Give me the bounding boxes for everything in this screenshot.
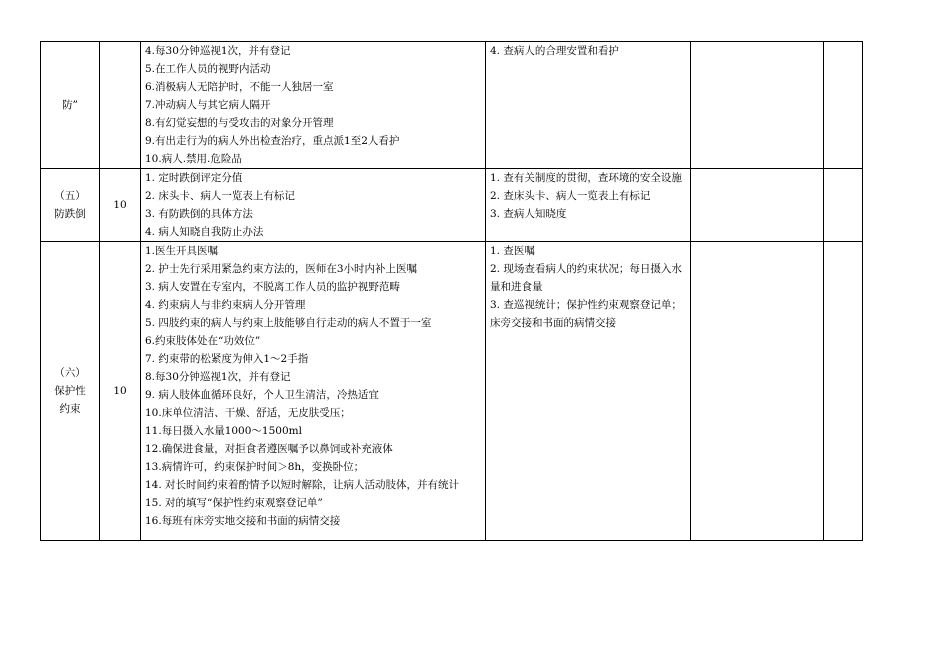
category-label: （五） xyxy=(54,190,86,202)
standard-item: 9.有出走行为的病人外出检查治疗，重点派1至2人看护 xyxy=(145,135,400,147)
method-item: 3. 查病人知晓度 xyxy=(490,208,567,220)
empty-cell xyxy=(824,242,863,541)
standard-item: 3. 有防跌倒的具体方法 xyxy=(145,208,253,220)
methods-cell xyxy=(486,242,691,541)
standard-item: 11.每日摄入水量1000～1500ml xyxy=(145,425,302,437)
category-label: 保护性 xyxy=(54,385,86,397)
standard-item: 4. 病人知晓自我防止办法 xyxy=(145,226,264,238)
standard-item: 8.有幻觉妄想的与受攻击的对象分开管理 xyxy=(145,117,334,129)
category-label: 防” xyxy=(62,99,78,111)
standard-item: 6.消极病人无陪护时，不能一人独居一室 xyxy=(145,81,334,93)
methods-cell xyxy=(486,42,691,169)
category-label: 约束 xyxy=(59,403,81,415)
score-cell xyxy=(100,242,141,541)
score-value: 10 xyxy=(113,199,127,211)
standard-item: 16.每班有床旁实地交接和书面的病情交接 xyxy=(145,515,341,527)
standard-item: 3. 病人安置在专室内，不脱离工作人员的监护视野范畴 xyxy=(145,281,400,293)
standard-item: 2. 床头卡、病人一览表上有标记 xyxy=(145,190,295,202)
standard-item: 15. 对的填写“保护性约束观察登记单” xyxy=(145,497,323,509)
method-item: 1. 查医嘱 xyxy=(490,245,535,257)
empty-cell xyxy=(691,242,824,541)
empty-cell xyxy=(824,42,863,169)
standard-item: 5. 四肢约束的病人与约束上肢能够自行走动的病人不置于一室 xyxy=(145,317,432,329)
method-item: 1. 查有关制度的贯彻，查环境的安全设施 xyxy=(490,172,682,184)
standard-item: 10.病人.禁用.危险品 xyxy=(145,153,242,165)
category-label: 防跌倒 xyxy=(54,208,86,220)
standard-item: 13.病情许可，约束保护时间＞8h，变换卧位； xyxy=(145,461,365,473)
standard-item: 4.每30分钟巡视1次，并有登记 xyxy=(145,45,291,57)
standards-cell xyxy=(141,169,486,242)
methods-cell xyxy=(486,169,691,242)
standard-item: 1.医生开具医嘱 xyxy=(145,245,219,257)
category-cell xyxy=(41,42,100,169)
table-row xyxy=(41,42,863,169)
category-cell xyxy=(41,169,100,242)
score-cell xyxy=(100,42,141,169)
standard-item: 6.约束肢体处在“功效位” xyxy=(145,335,261,347)
standard-item: 5.在工作人员的视野内活动 xyxy=(145,63,271,75)
standard-item: 12.确保进食量，对拒食者遵医嘱予以鼻饲或补充液体 xyxy=(145,443,393,455)
standard-item: 8.每30分钟巡视1次，并有登记 xyxy=(145,371,291,383)
empty-cell xyxy=(691,42,824,169)
method-item: 3. 查巡视统计；保护性约束观察登记单；床旁交接和书面的病情交接 xyxy=(490,299,682,329)
category-cell xyxy=(41,242,100,541)
standard-item: 7.冲动病人与其它病人隔开 xyxy=(145,99,271,111)
standard-item: 9. 病人肢体血循环良好，个人卫生清洁，冷热适宜 xyxy=(145,389,379,401)
table-row xyxy=(41,169,863,242)
standard-item: 10.床单位清洁、干燥、舒适，无皮肤受压； xyxy=(145,407,351,419)
standard-item: 14. 对长时间约束着酌情予以短时解除，让病人活动肢体，并有统计 xyxy=(145,479,460,491)
method-item: 2. 现场查看病人的约束状况；每日摄入水量和进食量 xyxy=(490,263,682,293)
nursing-standards-table xyxy=(40,41,863,541)
standard-item: 4. 约束病人与非约束病人分开管理 xyxy=(145,299,306,311)
standards-cell xyxy=(141,242,486,541)
method-item: 4. 查病人的合理安置和看护 xyxy=(490,45,619,57)
standards-cell xyxy=(141,42,486,169)
standard-item: 1. 定时跌倒评定分值 xyxy=(145,172,243,184)
table-row xyxy=(41,242,863,541)
standard-item: 7. 约束带的松紧度为伸入1～2手指 xyxy=(145,353,309,365)
empty-cell xyxy=(824,169,863,242)
method-item: 2. 查床头卡、病人一览表上有标记 xyxy=(490,190,651,202)
category-label: （六） xyxy=(54,367,86,379)
score-value: 10 xyxy=(113,385,127,397)
empty-cell xyxy=(691,169,824,242)
standard-item: 2. 护士先行采用紧急约束方法的，医师在3小时内补上医嘱 xyxy=(145,263,418,275)
score-cell xyxy=(100,169,141,242)
